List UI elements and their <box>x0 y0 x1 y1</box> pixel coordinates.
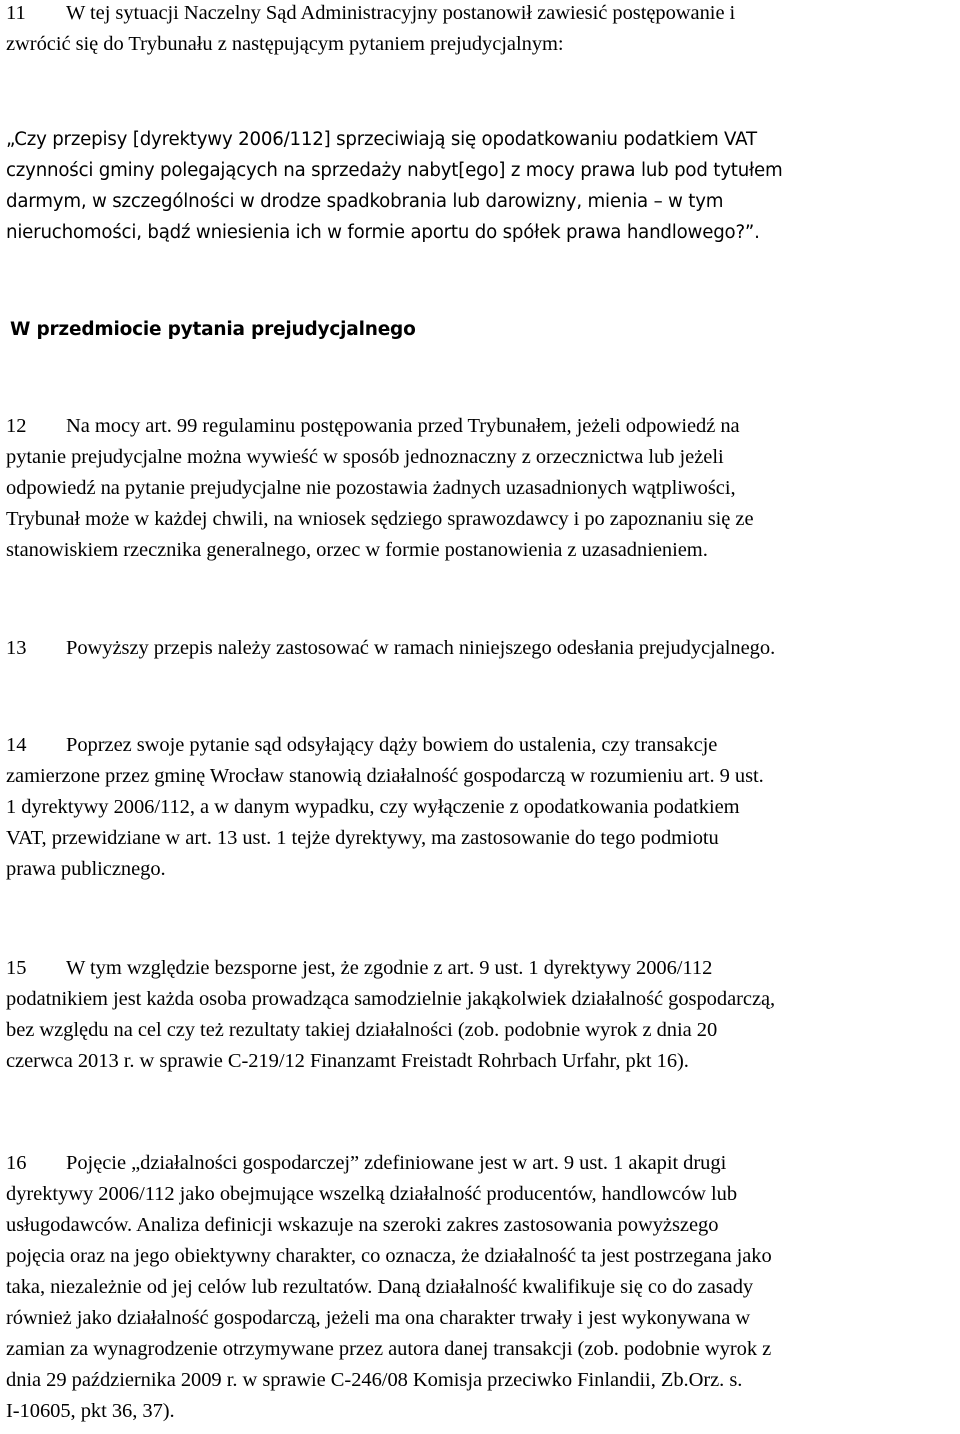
prejudicial-question-quote <box>6 124 783 248</box>
paragraph-12 <box>6 411 754 566</box>
paragraph-line: dyrektywy 2006/112 jako obejmujące wszelką działalność producentów, handlowców lub <box>6 1183 738 1205</box>
paragraph-line: odpowiedź na pytanie prejudycjalne nie pozostawia żadnych uzasadnionych wątpliwości, <box>6 477 736 499</box>
paragraph-16 <box>6 1148 772 1427</box>
paragraph-number: 12 <box>6 415 27 437</box>
paragraph-number: 14 <box>6 734 27 756</box>
paragraph-line: również jako działalność gospodarczą, jeżeli ma ona charakter trwały i jest wykonywana w <box>6 1307 751 1329</box>
paragraph-13 <box>6 633 775 664</box>
paragraph-line: W tym względzie bezsporne jest, że zgodnie z art. 9 ust. 1 dyrektywy 2006/112 <box>66 957 713 979</box>
paragraph-line: bez względu na cel czy też rezultaty takiej działalności (zob. podobnie wyrok z dnia 20 <box>6 1019 718 1041</box>
paragraph-number: 15 <box>6 957 27 979</box>
paragraph-line: Na mocy art. 99 regulaminu postępowania przed Trybunałem, jeżeli odpowiedź na <box>66 415 740 437</box>
quote-line: „Czy przepisy [dyrektywy 2006/112] sprzeciwiają się opodatkowaniu podatkiem VAT <box>6 129 757 150</box>
paragraph-line: Poprzez swoje pytanie sąd odsyłający dąży bowiem do ustalenia, czy transakcje <box>66 734 718 756</box>
paragraph-line: taka, niezależnie od jej celów lub rezultatów. Daną działalność kwalifikuje się co do zasady <box>6 1276 754 1298</box>
paragraph-line: Pojęcie „działalności gospodarczej” zdefiniowane jest w art. 9 ust. 1 akapit drugi <box>66 1152 727 1174</box>
section-heading: W przedmiocie pytania prejudycjalnego <box>10 319 416 340</box>
paragraph-number: 16 <box>6 1152 27 1174</box>
paragraph-14 <box>6 730 764 885</box>
paragraph-11 <box>6 0 735 60</box>
paragraph-line: pytanie prejudycjalne można wywieść w sposób jednoznaczny z orzecznictwa lub jeżeli <box>6 446 724 468</box>
paragraph-number: 13 <box>6 637 27 659</box>
quote-line: nieruchomości, bądź wniesienia ich w formie aportu do spółek prawa handlowego?”. <box>6 222 760 243</box>
paragraph-line: zamian za wynagrodzenie otrzymywane przez autora danej transakcji (zob. podobnie wyrok z <box>6 1338 772 1360</box>
paragraph-number: 11 <box>6 2 26 24</box>
quote-line: czynności gminy polegających na sprzedaży nabyt[ego] z mocy prawa lub pod tytułem <box>6 160 783 181</box>
paragraph-line: I‑10605, pkt 36, 37). <box>6 1400 175 1422</box>
paragraph-line: usługodawców. Analiza definicji wskazuje na szeroki zakres zastosowania powyższego <box>6 1214 719 1236</box>
paragraph-line: prawa publicznego. <box>6 858 166 880</box>
quote-line: darmym, w szczególności w drodze spadkobrania lub darowizny, mienia – w tym <box>6 191 724 212</box>
paragraph-line: 1 dyrektywy 2006/112, a w danym wypadku, czy wyłączenie z opodatkowania podatkiem <box>6 796 740 818</box>
paragraph-line: pojęcia oraz na jego obiektywny charakter, co oznacza, że działalność ta jest postrzegana jako <box>6 1245 772 1267</box>
paragraph-line: podatnikiem jest każda osoba prowadząca samodzielnie jakąkolwiek działalność gospodarczą, <box>6 988 776 1010</box>
paragraph-line: VAT, przewidziane w art. 13 ust. 1 tejże dyrektywy, ma zastosowanie do tego podmiotu <box>6 827 719 849</box>
paragraph-line: dnia 29 października 2009 r. w sprawie C‑246/08 Komisja przeciwko Finlandii, Zb.Orz. s. <box>6 1369 743 1391</box>
paragraph-line: czerwca 2013 r. w sprawie C‑219/12 Finanzamt Freistadt Rohrbach Urfahr, pkt 16). <box>6 1050 689 1072</box>
paragraph-line: W tej sytuacji Naczelny Sąd Administracyjny postanowił zawiesić postępowanie i <box>66 2 736 24</box>
paragraph-line: zwrócić się do Trybunału z następującym pytaniem prejudycjalnym: <box>6 33 564 55</box>
paragraph-line: zamierzone przez gminę Wrocław stanowią działalność gospodarczą w rozumieniu art. 9 ust. <box>6 765 764 787</box>
paragraph-line: stanowiskiem rzecznika generalnego, orzec w formie postanowienia z uzasadnieniem. <box>6 539 708 561</box>
paragraph-line: Powyższy przepis należy zastosować w ramach niniejszego odesłania prejudycjalnego. <box>66 637 776 659</box>
paragraph-line: Trybunał może w każdej chwili, na wniosek sędziego sprawozdawcy i po zapoznaniu się ze <box>6 508 754 530</box>
paragraph-15 <box>6 953 775 1077</box>
